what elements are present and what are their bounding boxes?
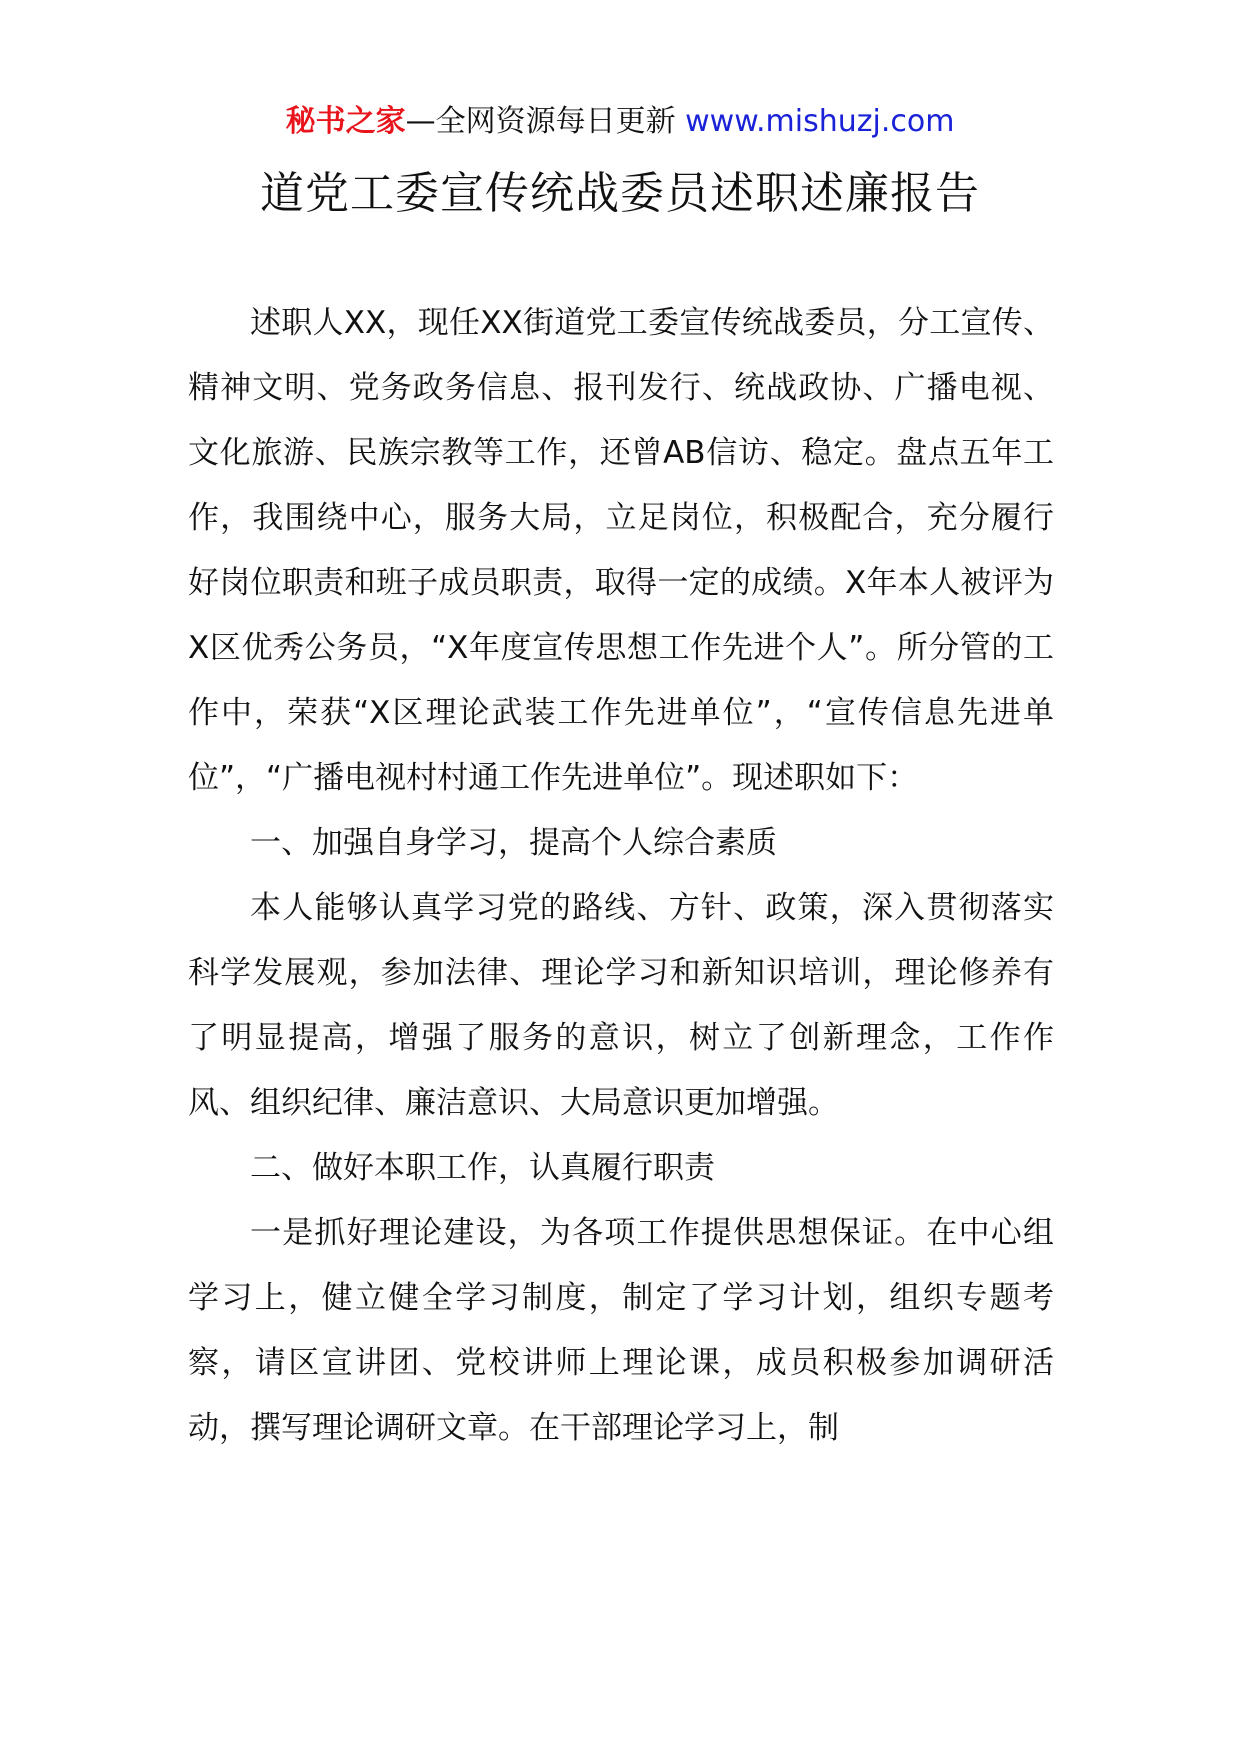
document-body (188, 291, 1054, 1461)
paragraph-theory: 一是抓好理论建设，为各项工作提供思想保证。在中心组学习上，健立健全学习制度，制定了学习计划，组织专题考察，请区宣讲团、党校讲师上理论课，成员积极参加调研活动，撰写理论调研文章。在干部理论学习上，制 (188, 1215, 1054, 1446)
banner-brand: 秘书之家 (285, 104, 406, 139)
site-banner (0, 100, 1240, 144)
document-title: 道党工委宣传统战委员述职述廉报告 (260, 168, 980, 219)
paragraph-study: 本人能够认真学习党的路线、方针、政策，深入贯彻落实科学发展观，参加法律、理论学习和新知识培训，理论修养有了明显提高，增强了服务的意识，树立了创新理念，工作作风、组织纪律、廉洁意识、大局意识更加增强。 (188, 890, 1054, 1121)
section-heading-1: 一、加强自身学习，提高个人综合素质 (250, 825, 777, 861)
paragraph-intro: 述职人XX，现任XX街道党工委宣传统战委员，分工宣传、精神文明、党务政务信息、报刊发行、统战政协、广播电视、文化旅游、民族宗教等工作，还曾AB信访、稳定。盘点五年工作，我围绕中心，服务大局，立足岗位，积极配合，充分履行好岗位职责和班子成员职责，取得一定的成绩。X年本人被评为X区优秀公务员，“X年度宣传思想工作先进个人”。所分管的工作中，荣获“X区理论武装工作先进单位”，“宣传信息先进单位”，“广播电视村村通工作先进单位”。现述职如下： (188, 305, 1054, 796)
section-heading-2: 二、做好本职工作，认真履行职责 (250, 1150, 715, 1186)
banner-slogan: —全网资源每日更新 (405, 104, 686, 139)
banner-url[interactable]: www.mishuzj.com (685, 104, 955, 139)
